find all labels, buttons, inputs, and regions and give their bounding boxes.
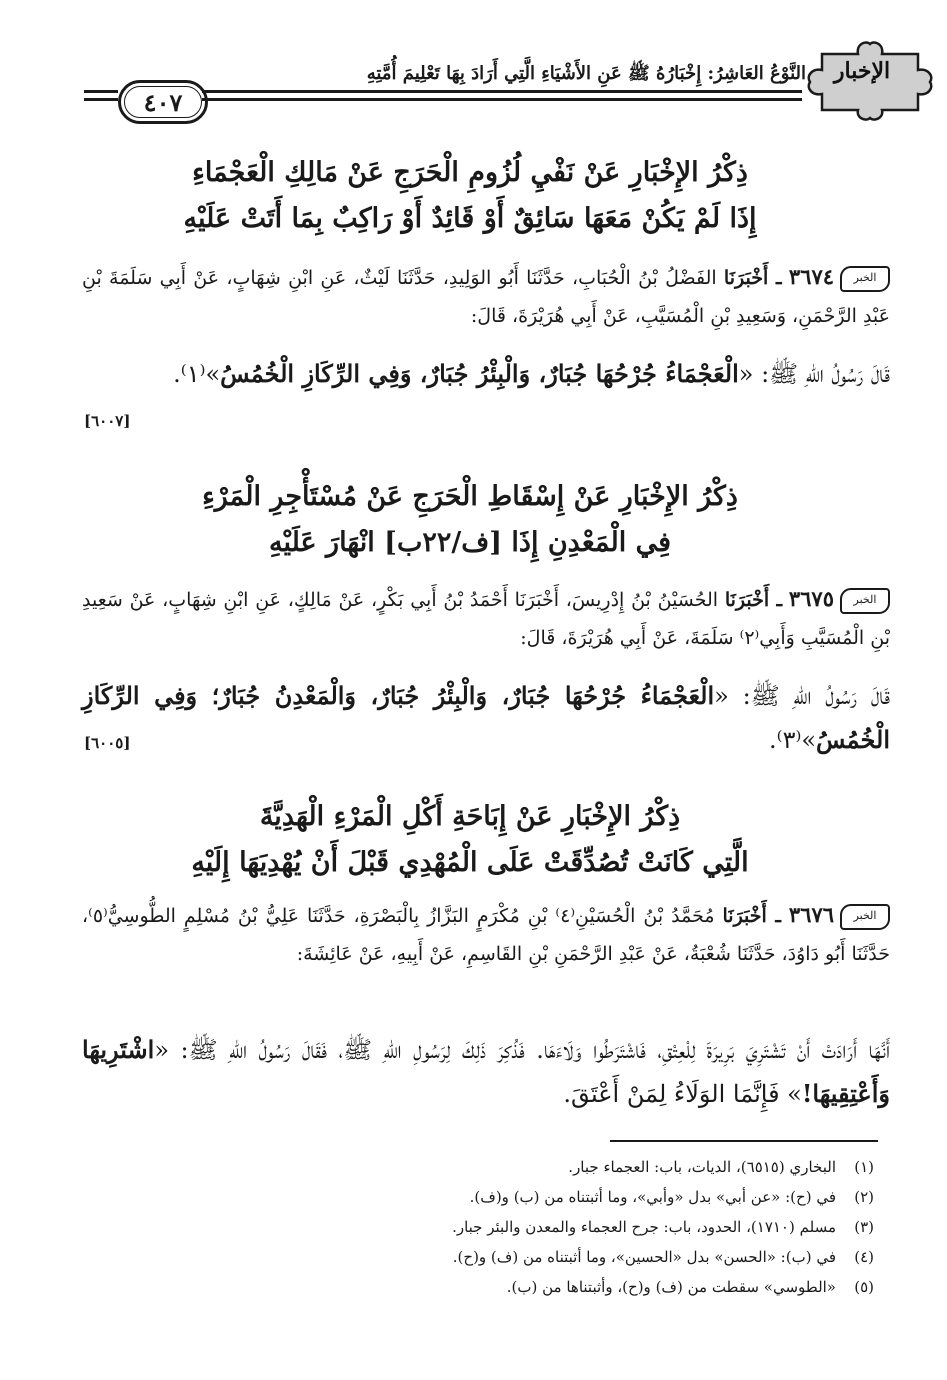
heading-line: إِذَا لَمْ يَكُنْ مَعَهَا سَائِقٌ أَوْ قَائِدٌ أَوْ رَاكِبٌ بِمَا أَتَتْ عَلَيْهِ	[183, 203, 757, 234]
footnote	[300, 1152, 874, 1182]
heading-line: الَّتِي كَانَتْ تُصُدِّقَتْ عَلَى الْمُهْدِي قَبْلَ أَنْ يُهْدِيَهَا إِلَيْهِ	[191, 847, 749, 878]
isnad-text: مُحَمَّدُ بْنُ الْحُسَيْنِ⁽٤⁾ بْنِ مُكْرَمٍ البَزَّازُ بِالْبَصْرَةِ، حَدَّثَنَا عَلِيُّ بْنُ مُسْلِمٍ الطُّوسِيُّ⁽٥⁾، حَدَّثَنَا أَبُو دَاوُدَ، حَدَّثَنَا شُعْبَةُ، عَنْ عَبْدِ الرَّحْمَنِ بْنِ القَاسِمِ، عَنْ أَبِيهِ، عَنْ عَائِشَةَ:	[82, 905, 890, 965]
hadith-number: ٣٦٧٥	[788, 586, 834, 611]
matn-bold: اشْتَرِيهَا وَأَعْتِقِيهَا!	[82, 1035, 890, 1108]
akhbarana: ـ أَخْبَرَنَا	[723, 267, 782, 289]
footnote-number: (٣)	[854, 1218, 874, 1236]
chapter-heading	[120, 474, 820, 566]
matn-bold: الْعَجْمَاءُ جُرْحُهَا جُبَارٌ، وَالْبِئْرُ جُبَارٌ، وَفِي الرِّكَازِ الْخُمُسُ	[220, 359, 739, 388]
hadith-matn	[82, 674, 890, 762]
hadith-number: ٣٦٧٤	[788, 264, 835, 289]
matn-intro: قَالَ رَسُولُ اللهِ ﷺ: «	[738, 360, 890, 388]
hadith-matn	[82, 1028, 890, 1116]
header-rule	[202, 90, 802, 104]
header-title: النَّوْعُ العَاشِرُ: إِخْبَارُهُ ﷺ عَنِ الأَشْيَاءِ الَّتِي أَرَادَ بِهَا تَعْلِيمَ أُمَّتِهِ	[366, 63, 806, 84]
footnote-number: (١)	[854, 1158, 874, 1176]
hadith-matn	[82, 352, 890, 396]
akhbarana: ـ أَخْبَرَنَا	[722, 905, 781, 927]
footnote	[300, 1242, 874, 1272]
footnote-rule	[610, 1140, 878, 1142]
footnote-text: «الطوسي» سقطت من (ف) و(ح)، وأثبتناها من (ب).	[506, 1278, 836, 1296]
isnad-text: الحُسَيْنُ بْنُ إِدْرِيسَ، أَخْبَرَنَا أَحْمَدُ بْنُ أَبِي بَكْرٍ، عَنْ مَالِكٍ، عَنِ ابْنِ شِهَابٍ، عَنْ سَعِيدِ بْنِ الْمُسَيَّبِ وَأَبِي⁽٢⁾ سَلَمَةَ، عَنْ أَبِي هُرَيْرَةَ، قَالَ:	[82, 589, 890, 649]
isnad-text: الفَضْلُ بْنُ الْحُبَابِ، حَدَّثَنَا أَبُو الوَلِيدِ، حَدَّثَنَا لَيْثٌ، عَنِ ابْنِ شِهَابٍ، عَنْ أَبِي سَلَمَةَ بْنِ عَبْدِ الرَّحْمَنِ، وَسَعِيدِ بْنِ الْمُسَيَّبِ، عَنْ أَبِي هُرَيْرَةَ، قَالَ:	[82, 267, 890, 327]
matn-bold: الْعَجْمَاءُ جُرْحُهَا جُبَارٌ، وَالْبِئْرُ جُبَارٌ، وَالْمَعْدِنُ جُبَارٌ؛ وَفِي الرِّكَازِ الْخُمُسُ	[82, 681, 890, 754]
footnote-number: (٤)	[854, 1248, 874, 1266]
matn-intro: قَالَ رَسُولُ اللهِ ﷺ: «	[714, 682, 890, 710]
footnote	[300, 1272, 874, 1302]
cross-reference: [٦٠٠٥]	[84, 734, 131, 752]
cross-reference: [٦٠٠٧]	[84, 412, 131, 430]
matn-end: »⁽١⁾.	[173, 360, 221, 388]
heading-line: ذِكْرُ الإِخْبَارِ عَنْ إِبَاحَةِ أَكْلِ الْمَرْءِ الْهَدِيَّةَ	[259, 801, 681, 832]
header-rule-left	[84, 90, 118, 104]
footnote-text: في (ح): «عن أبي» بدل «وأبي»، وما أثبتناه من (ب) و(ف).	[469, 1188, 836, 1206]
footnote-text: في (ب): «الحسن» بدل «الحسين»، وما أثبتناه من (ف) و(ح).	[452, 1248, 836, 1266]
hadith-isnad	[82, 896, 890, 973]
footnote	[300, 1212, 874, 1242]
chapter-heading	[120, 794, 820, 886]
section-badge-label: الإخبار	[833, 58, 891, 84]
heading-line: ذِكْرُ الإِخْبَارِ عَنْ نَفْيِ لُزُومِ الْحَرَجِ عَنْ مَالِكِ الْعَجْمَاءِ	[192, 157, 748, 188]
hadith-isnad	[82, 258, 890, 335]
footnote-number: (٢)	[854, 1188, 874, 1206]
chapter-heading	[120, 150, 820, 242]
akhbarana: ـ أَخْبَرَنَا	[724, 589, 783, 611]
running-header	[0, 0, 947, 117]
hadith-isnad	[82, 580, 890, 657]
footnote-text: مسلم (١٧١٠)، الحدود، باب: جرح العجماء والمعدن والبئر جبار.	[452, 1218, 836, 1236]
hadith-number: ٣٦٧٦	[788, 902, 835, 927]
page-number: ٤٠٧	[118, 80, 208, 124]
heading-line: فِي الْمَعْدِنِ إِذَا [ف/٢٢ب] انْهَارَ عَلَيْهِ	[268, 527, 672, 558]
matn-end: » فَإِنَّمَا الوَلَاءُ لِمَنْ أَعْتَقَ.	[563, 1080, 802, 1108]
footnote-text: البخاري (٦٥١٥)، الديات، باب: العجماء جبار.	[568, 1158, 836, 1176]
khabar-badge: الخبر	[840, 266, 890, 292]
matn-end: »⁽٣⁾.	[769, 726, 817, 754]
khabar-badge: الخبر	[840, 588, 890, 614]
footnote-number: (٥)	[854, 1278, 874, 1296]
footnotes	[300, 1152, 874, 1302]
heading-line: ذِكْرُ الإِخْبَارِ عَنْ إِسْقَاطِ الْحَرَجِ عَنْ مُسْتَأْجِرِ الْمَرْءِ	[202, 481, 738, 512]
footnote	[300, 1182, 874, 1212]
matn-intro: أَنَّهَا أَرَادَتْ أَنْ تَشْتَرِيَ بَرِيرَةَ لِلْعِتْقِ، فَاشْتَرَطُوا وَلَاءَهَا. فَذُكِرَ ذَلِكَ لِرَسُولِ اللهِ ﷺ، فَقَالَ رَسُولُ اللهِ ﷺ: «	[154, 1036, 890, 1064]
khabar-badge: الخبر	[840, 904, 890, 930]
